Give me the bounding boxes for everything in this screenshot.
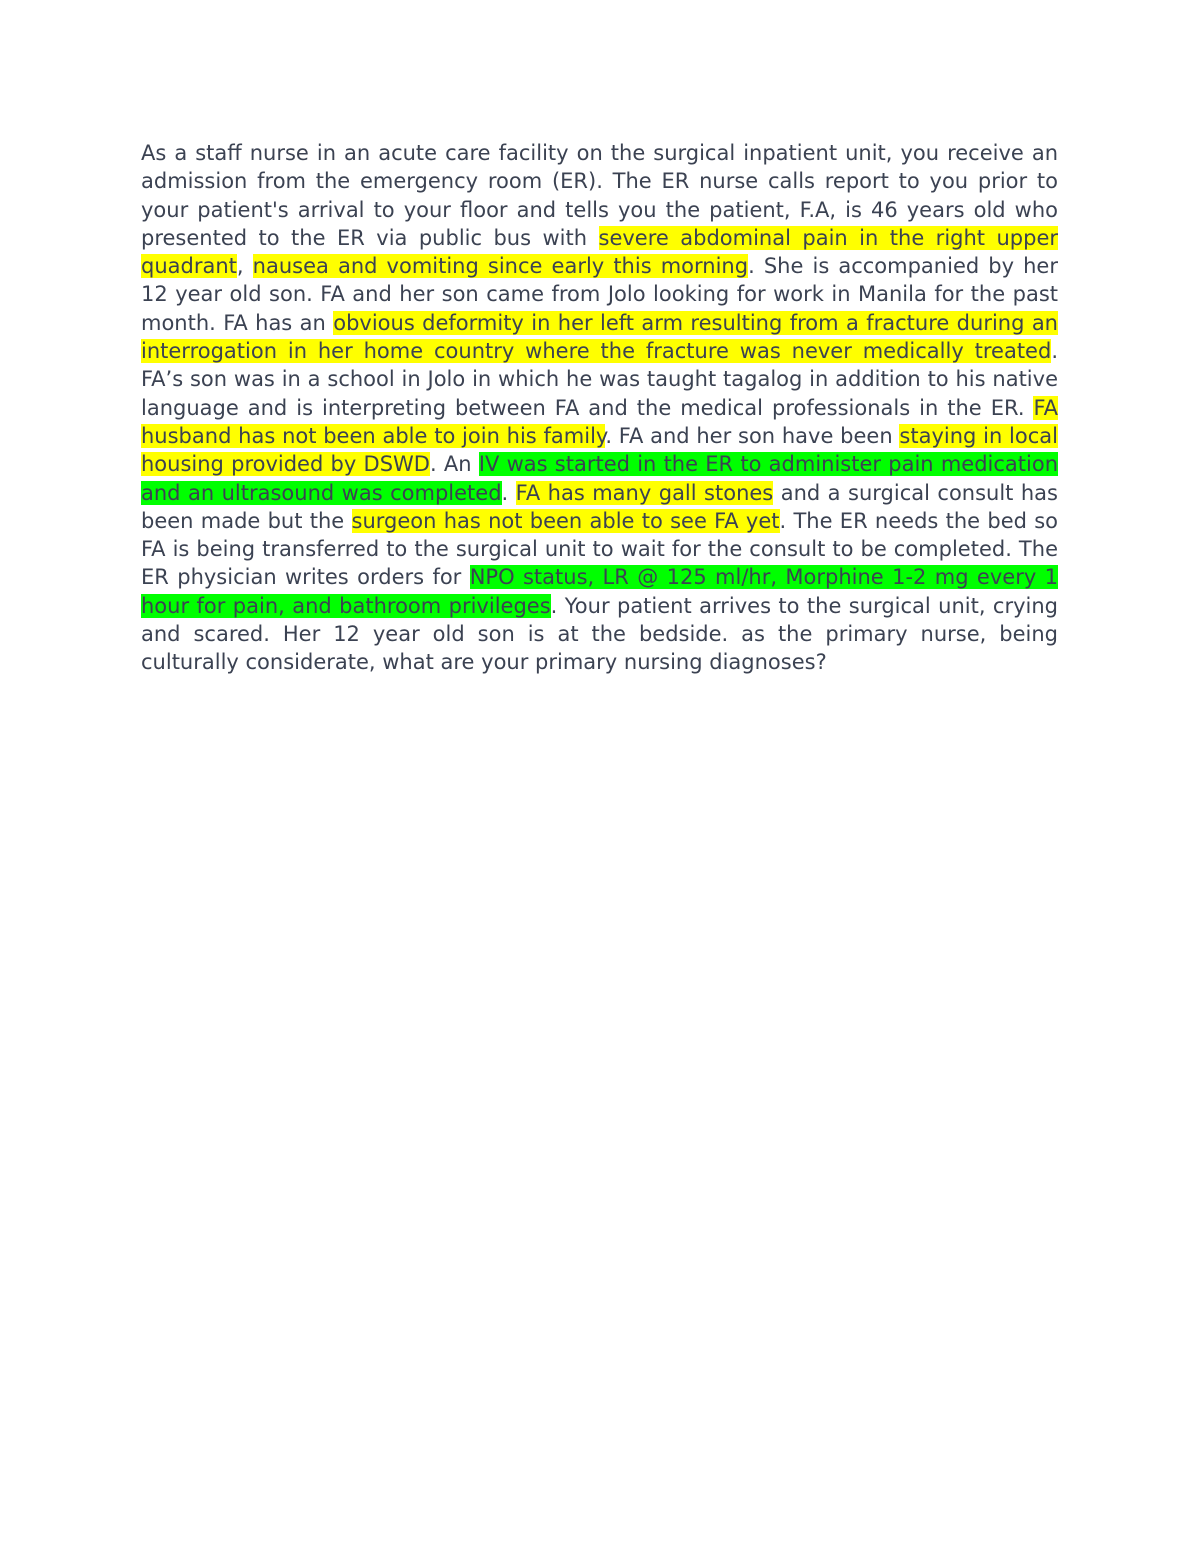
case-scenario-paragraph [141,139,1058,677]
highlighted-text-yellow: obvious deformity in her left arm resulting from a fracture during an interrogation in her home country where the fracture was never medically treated [141,310,1058,364]
text-segment: and a surgical consult has been made but the [141,480,1058,533]
highlighted-text-yellow: surgeon has not been able to see FA yet [351,508,780,533]
highlighted-text-yellow: FA husband has not been able to join his family [141,395,1058,448]
text-segment: . An [429,452,479,477]
text-segment: . Your patient arrives to the surgical unit, crying and scared. Her 12 year old son is at the bedside. as the primary nurse, being culturally considerate, what are your primary nursing diagnoses? [141,593,1059,675]
highlighted-text-yellow: staying in local housing provided by DSWD [141,423,1058,477]
highlighted-text-yellow: nausea and vomiting since early this morning [252,254,749,279]
text-segment: . She is accompanied by her 12 year old son. FA and her son came from Jolo looking for work in Manila for the past month. FA has an [141,254,1058,335]
text-segment: . FA and her son have been [605,423,900,448]
text-segment: . [501,480,516,505]
highlighted-text-yellow: severe abdominal pain in the right upper quadrant [141,225,1058,279]
highlighted-text-green: IV was started in the ER to administer pain medication and an ultrasound was completed [141,452,1059,505]
text-segment: . The ER needs the bed so FA is being transferred to the surgical unit to wait for the consult to be completed. The ER physician writes orders for [141,508,1059,590]
text-segment: As a staff nurse in an acute care facility on the surgical inpatient unit, you receive an admission from the emergency room (ER). The ER nurse calls report to you prior to your patient's arrival to your floor and tells you the patient, F.A, is 46 years old who presented to the ER via public bus with [141,141,1058,250]
highlighted-text-yellow: FA has many gall stones [515,480,774,505]
text-segment: . FA’s son was in a school in Jolo in which he was taught tagalog in addition to his native language and is interpreting between FA and the medical professionals in the ER. [141,339,1058,420]
highlighted-text-green: NPO status, LR @ 125 ml/hr, Morphine 1-2 mg every 1 hour for pain, and bathroom privileges [141,565,1058,618]
text-segment: , [236,254,253,279]
